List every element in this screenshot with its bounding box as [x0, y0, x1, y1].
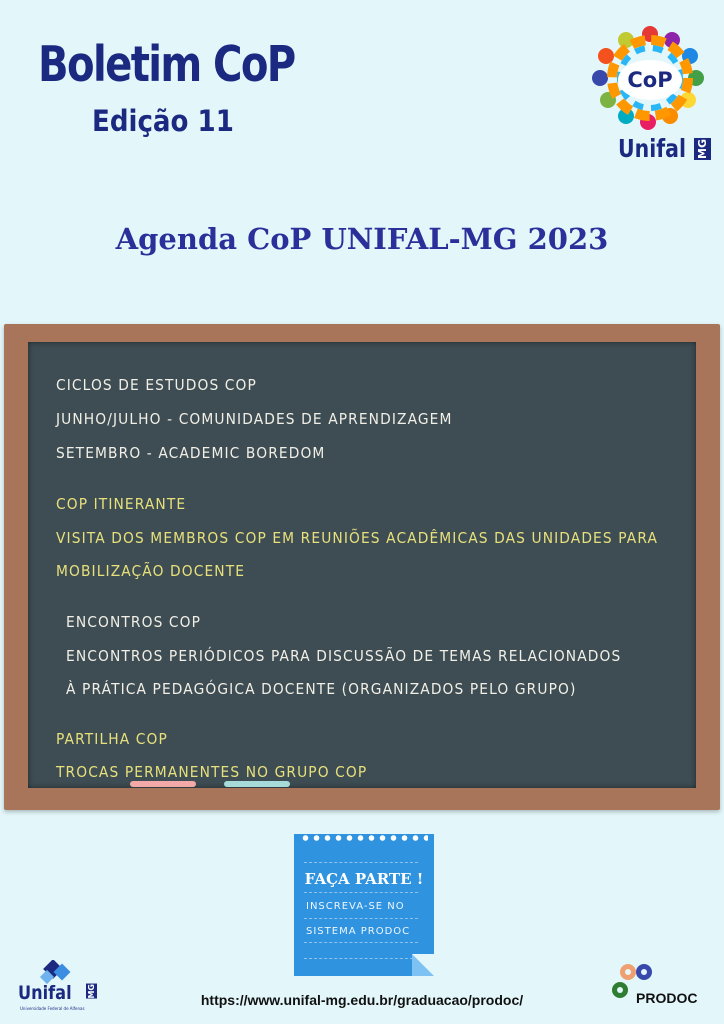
board-line: ENCONTROS PERIÓDICOS PARA DISCUSSÃO DE TEMAS RELACIONADOS [66, 647, 622, 665]
blue-chalk [224, 781, 290, 787]
board-line: CICLOS DE ESTUDOS COP [56, 376, 257, 394]
note-rule [304, 918, 418, 919]
signup-note [294, 834, 434, 976]
note-rule [304, 958, 418, 959]
unifal-brand: Unifal [618, 134, 687, 163]
board-line: ENCONTROS COP [66, 613, 202, 631]
note-title: FAÇA PARTE ! [304, 870, 424, 888]
board-line: PARTILHA COP [56, 730, 168, 748]
note-line: INSCREVA-SE NO [306, 901, 405, 912]
board-line: TROCAS PERMANENTES NO GRUPO COP [56, 763, 368, 781]
board-line: VISITA DOS MEMBROS COP EM REUNIÕES ACADÊMICAS DAS UNIDADES PARA [56, 529, 659, 547]
note-rule [304, 892, 418, 893]
board-line: COP ITINERANTE [56, 495, 187, 513]
agenda-heading: Agenda CoP UNIFAL-MG 2023 [115, 222, 609, 256]
page-fold [412, 954, 434, 976]
board-line: À PRÁTICA PEDAGÓGICA DOCENTE (ORGANIZADOS PELO GRUPO) [66, 680, 577, 698]
note-rule [304, 942, 418, 943]
mg-tag: MG [696, 139, 709, 159]
board-line: SETEMBRO - ACADEMIC BOREDOM [56, 444, 326, 462]
unifal-brand: Unifal [18, 982, 72, 1004]
pink-chalk [130, 781, 196, 787]
chalkboard [28, 342, 696, 788]
university-name: Universidade Federal de Alfenas [20, 1006, 85, 1011]
cop-unifal-logo [586, 20, 716, 170]
prodoc-url-link[interactable]: https://www.unifal-mg.edu.br/graduacao/prodoc/ [200, 992, 524, 1008]
note-rule [304, 862, 418, 863]
note-line: SISTEMA PRODOC [306, 926, 411, 937]
board-line: JUNHO/JULHO - COMUNIDADES DE APRENDIZAGEM [56, 410, 453, 428]
mg-tag: MG [87, 984, 96, 999]
prodoc-logo [610, 962, 710, 1010]
edition-label: Edição 11 [92, 104, 234, 138]
cop-badge: CoP [618, 60, 682, 100]
spiral-binding-icon [300, 834, 428, 842]
board-line: MOBILIZAÇÃO DOCENTE [56, 562, 246, 580]
prodoc-wordmark: PRODOC [636, 990, 698, 1006]
chalkboard-frame [4, 324, 720, 810]
bulletin-title: Boletim CoP [38, 36, 295, 93]
